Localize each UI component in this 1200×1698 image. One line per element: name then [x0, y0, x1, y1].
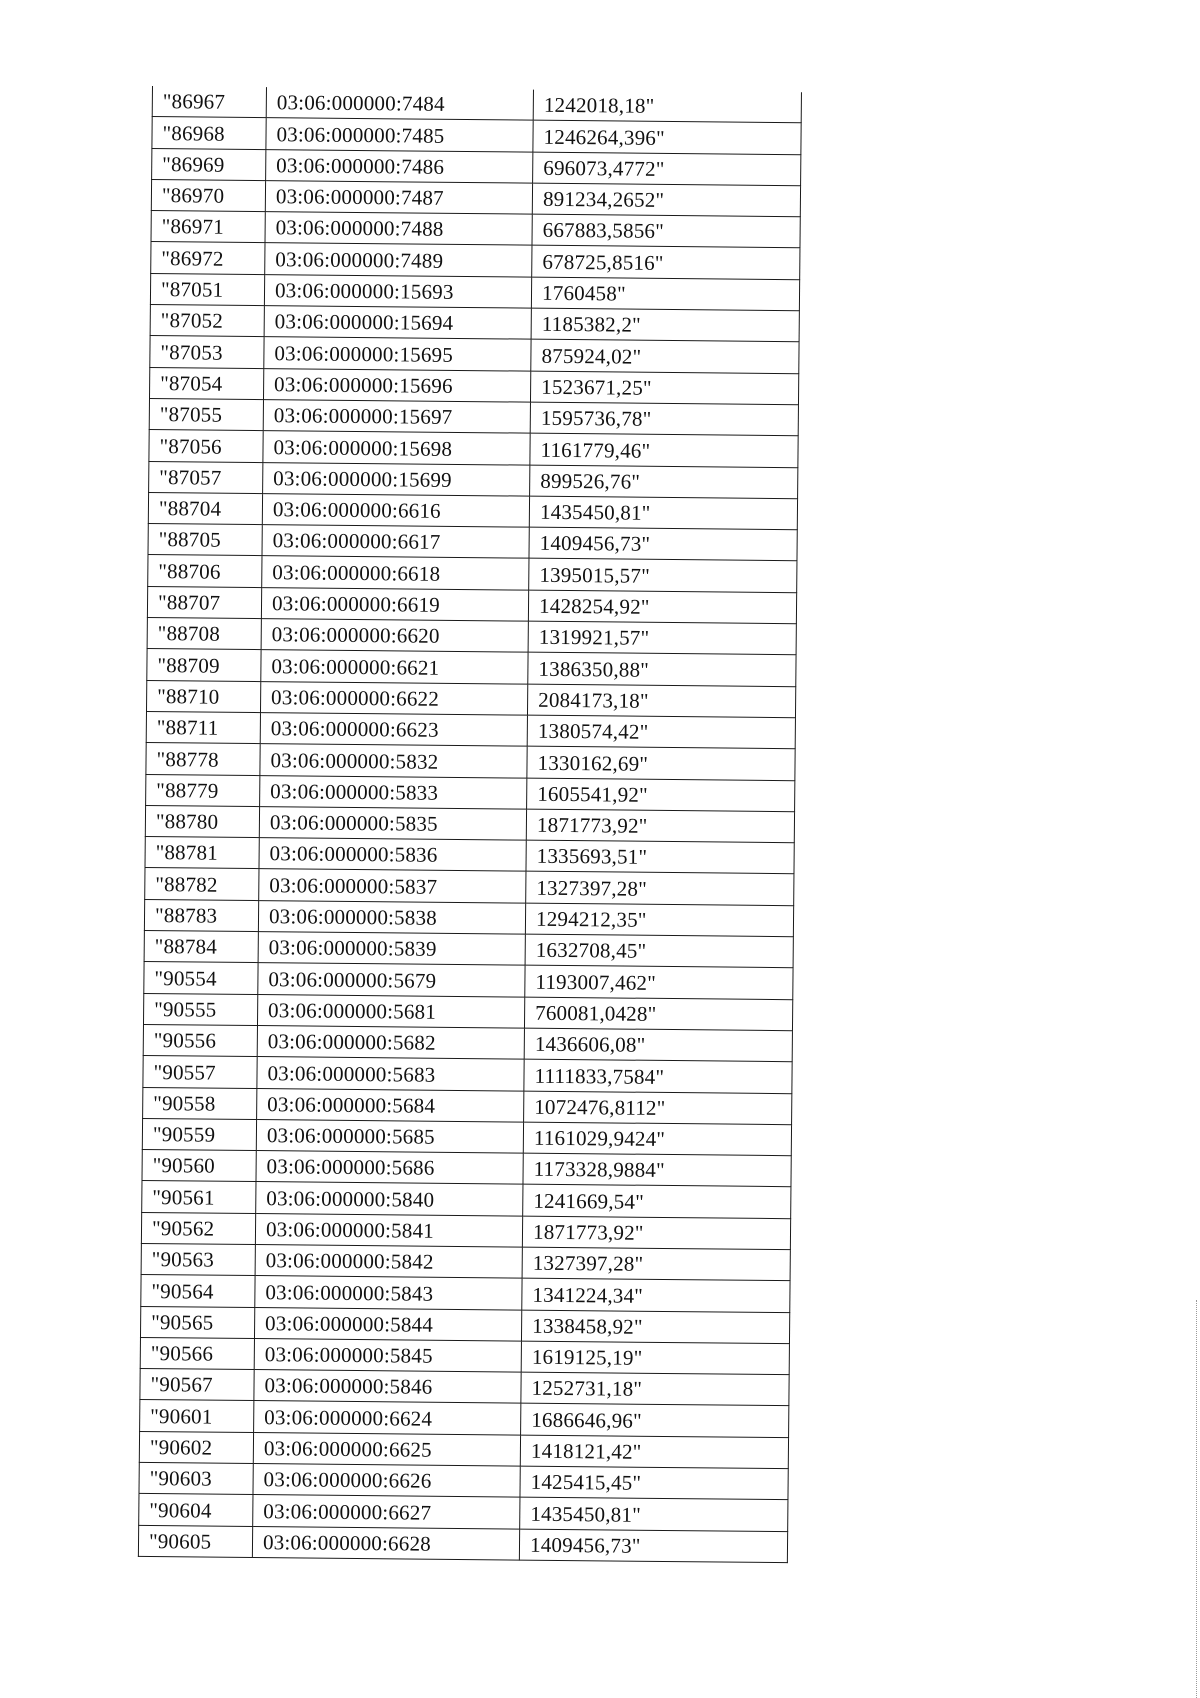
row-number-cell: "90557	[143, 1056, 257, 1088]
cadastral-number-cell: 03:06:000000:6618	[262, 556, 529, 590]
row-number-cell: "88704	[148, 492, 262, 524]
cadastral-number-cell: 03:06:000000:6623	[260, 713, 527, 747]
cadastral-value-cell: 1435450,81"	[520, 1497, 788, 1531]
row-number-cell: "87052	[150, 305, 264, 337]
cadastral-value-cell: 678725,8516"	[532, 246, 800, 280]
table-body	[138, 86, 801, 1563]
cadastral-value-cell: 1246264,396"	[533, 120, 801, 154]
cadastral-value-cell: 891234,2652"	[532, 183, 800, 217]
cadastral-number-cell: 03:06:000000:6622	[260, 681, 527, 715]
cadastral-value-cell: 1072476,8112"	[524, 1091, 792, 1125]
cadastral-number-cell: 03:06:000000:15698	[263, 431, 530, 465]
cadastral-value-cell: 1242018,18"	[533, 90, 801, 123]
cadastral-value-cell: 1632708,45"	[525, 934, 793, 968]
cadastral-value-cell: 1161779,46"	[530, 433, 798, 467]
row-number-cell: "90567	[140, 1369, 254, 1401]
cadastral-number-cell: 03:06:000000:5685	[256, 1119, 523, 1153]
cadastral-number-cell: 03:06:000000:6616	[262, 493, 529, 527]
cadastral-number-cell: 03:06:000000:5683	[257, 1057, 524, 1091]
cadastral-number-cell: 03:06:000000:7487	[265, 180, 532, 214]
cadastral-number-cell: 03:06:000000:7488	[265, 212, 532, 246]
row-number-cell: "90558	[143, 1087, 257, 1119]
row-number-cell: "90556	[143, 1024, 257, 1056]
cadastral-number-cell: 03:06:000000:6619	[261, 587, 528, 621]
row-number-cell: "90559	[142, 1118, 256, 1150]
row-number-cell: "90602	[139, 1431, 253, 1463]
cadastral-value-cell: 899526,76"	[530, 465, 798, 499]
cadastral-value-cell: 1871773,92"	[522, 1216, 790, 1250]
cadastral-number-cell: 03:06:000000:5686	[256, 1151, 523, 1185]
cadastral-value-cell: 1241669,54"	[523, 1185, 791, 1219]
cadastral-number-cell: 03:06:000000:5838	[258, 900, 525, 934]
cadastral-number-cell: 03:06:000000:5682	[257, 1025, 524, 1059]
row-number-cell: "88782	[145, 868, 259, 900]
cadastral-value-cell: 1428254,92"	[528, 590, 796, 624]
row-number-cell: "88705	[148, 524, 262, 556]
row-number-cell: "88780	[145, 805, 259, 837]
cadastral-number-cell: 03:06:000000:7485	[266, 118, 533, 152]
cadastral-value-cell: 1436606,08"	[524, 1028, 792, 1062]
cadastral-number-cell: 03:06:000000:6620	[261, 619, 528, 653]
cadastral-number-cell: 03:06:000000:5837	[259, 869, 526, 903]
cadastral-value-cell: 1409456,73"	[519, 1529, 787, 1563]
cadastral-value-cell: 1380574,42"	[527, 715, 795, 749]
row-number-cell: "88710	[146, 680, 260, 712]
cadastral-number-cell: 03:06:000000:5841	[255, 1213, 522, 1247]
cadastral-value-cell: 1111833,7584"	[524, 1059, 792, 1093]
cadastral-value-cell: 1327397,28"	[522, 1247, 790, 1281]
row-number-cell: "90565	[140, 1306, 254, 1338]
cadastral-value-cell: 1294212,35"	[525, 903, 793, 937]
row-number-cell: "90601	[140, 1400, 254, 1432]
cadastral-number-cell: 03:06:000000:15693	[264, 274, 531, 308]
cadastral-value-cell: 1409456,73"	[529, 527, 797, 561]
cadastral-number-cell: 03:06:000000:15696	[263, 368, 530, 402]
cadastral-number-cell: 03:06:000000:6628	[252, 1526, 519, 1560]
cadastral-number-cell: 03:06:000000:5684	[257, 1088, 524, 1122]
cadastral-value-cell: 1335693,51"	[526, 840, 794, 874]
cadastral-value-cell: 696073,4772"	[533, 152, 801, 186]
cadastral-number-cell: 03:06:000000:5679	[258, 963, 525, 997]
row-number-cell: "88781	[145, 837, 259, 869]
row-number-cell: "87057	[149, 461, 263, 493]
cadastral-number-cell: 03:06:000000:5839	[258, 932, 525, 966]
cadastral-number-cell: 03:06:000000:5832	[260, 744, 527, 778]
row-number-cell: "88708	[147, 618, 261, 650]
cadastral-value-cell: 1619125,19"	[521, 1341, 789, 1375]
row-number-cell: "86972	[151, 242, 265, 274]
scan-edge-artifact	[1195, 1300, 1197, 1698]
cadastral-number-cell: 03:06:000000:5681	[257, 994, 524, 1028]
row-number-cell: "90603	[139, 1463, 253, 1495]
cadastral-value-cell: 1686646,96"	[521, 1404, 789, 1438]
cadastral-value-cell: 1319921,57"	[528, 621, 796, 655]
cadastral-value-cell: 1386350,88"	[528, 652, 796, 686]
row-number-cell: "86971	[151, 211, 265, 243]
row-number-cell: "90555	[143, 993, 257, 1025]
cadastral-number-cell: 03:06:000000:15694	[264, 306, 531, 340]
row-number-cell: "86970	[151, 179, 265, 211]
row-number-cell: "86967	[152, 86, 266, 118]
cadastral-number-cell: 03:06:000000:5846	[254, 1370, 521, 1404]
cadastral-number-cell: 03:06:000000:5845	[254, 1338, 521, 1372]
cadastral-value-cell: 1338458,92"	[522, 1310, 790, 1344]
cadastral-value-cell: 1435450,81"	[529, 496, 797, 530]
row-number-cell: "90564	[141, 1275, 255, 1307]
cadastral-value-cell: 875924,02"	[531, 340, 799, 374]
row-number-cell: "88784	[144, 930, 258, 962]
cadastral-number-cell: 03:06:000000:15695	[264, 337, 531, 371]
row-number-cell: "88707	[147, 586, 261, 618]
cadastral-value-cell: 1425415,45"	[520, 1466, 788, 1500]
cadastral-number-cell: 03:06:000000:5842	[255, 1245, 522, 1279]
cadastral-value-cell: 1595736,78"	[530, 402, 798, 436]
cadastral-number-cell: 03:06:000000:15697	[263, 400, 530, 434]
cadastral-number-cell: 03:06:000000:5844	[254, 1307, 521, 1341]
cadastral-number-cell: 03:06:000000:5843	[255, 1276, 522, 1310]
cadastral-number-cell: 03:06:000000:7489	[265, 243, 532, 277]
cadastral-value-cell: 1185382,2"	[531, 308, 799, 342]
row-number-cell: "90562	[141, 1212, 255, 1244]
table-row	[138, 1525, 787, 1563]
cadastral-number-cell: 03:06:000000:5833	[260, 775, 527, 809]
cadastral-value-cell: 760081,0428"	[525, 997, 793, 1031]
row-number-cell: "88779	[146, 774, 260, 806]
cadastral-number-cell: 03:06:000000:7486	[266, 149, 533, 183]
row-number-cell: "88706	[148, 555, 262, 587]
row-number-cell: "90566	[140, 1337, 254, 1369]
cadastral-number-cell: 03:06:000000:6627	[253, 1495, 520, 1529]
cadastral-number-cell: 03:06:000000:6626	[253, 1464, 520, 1498]
row-number-cell: "90554	[144, 962, 258, 994]
row-number-cell: "88783	[144, 899, 258, 931]
cadastral-number-cell: 03:06:000000:5835	[259, 806, 526, 840]
cadastral-value-cell: 1252731,18"	[521, 1372, 789, 1406]
cadastral-value-cell: 1341224,34"	[522, 1278, 790, 1312]
row-number-cell: "86969	[152, 148, 266, 180]
cadastral-number-cell: 03:06:000000:6625	[253, 1432, 520, 1466]
cadastral-number-cell: 03:06:000000:15699	[263, 462, 530, 496]
cadastral-value-cell: 1605541,92"	[527, 778, 795, 812]
cadastral-value-cell: 1523671,25"	[531, 371, 799, 405]
row-number-cell: "87055	[149, 398, 263, 430]
row-number-cell: "87051	[150, 273, 264, 305]
row-number-cell: "88709	[147, 649, 261, 681]
cadastral-value-cell: 1395015,57"	[529, 559, 797, 593]
row-number-cell: "88778	[146, 743, 260, 775]
cadastral-table	[138, 86, 802, 1563]
cadastral-value-cell: 1173328,9884"	[523, 1153, 791, 1187]
row-number-cell: "90605	[138, 1525, 252, 1557]
cadastral-value-cell: 1760458"	[531, 277, 799, 311]
cadastral-value-cell: 667883,5856"	[532, 214, 800, 248]
cadastral-value-cell: 1327397,28"	[526, 872, 794, 906]
row-number-cell: "88711	[146, 711, 260, 743]
row-number-cell: "86968	[152, 117, 266, 149]
row-number-cell: "90563	[141, 1243, 255, 1275]
row-number-cell: "87056	[149, 430, 263, 462]
row-number-cell: "87054	[150, 367, 264, 399]
row-number-cell: "87053	[150, 336, 264, 368]
cadastral-value-cell: 2084173,18"	[528, 684, 796, 718]
cadastral-number-cell: 03:06:000000:6617	[262, 525, 529, 559]
cadastral-value-cell: 1418121,42"	[520, 1435, 788, 1469]
row-number-cell: "90561	[142, 1181, 256, 1213]
cadastral-value-cell: 1193007,462"	[525, 965, 793, 999]
cadastral-value-cell: 1330162,69"	[527, 746, 795, 780]
cadastral-number-cell: 03:06:000000:6621	[261, 650, 528, 684]
cadastral-value-cell: 1871773,92"	[526, 809, 794, 843]
cadastral-number-cell: 03:06:000000:5840	[256, 1182, 523, 1216]
cadastral-value-cell: 1161029,9424"	[523, 1122, 791, 1156]
cadastral-number-cell: 03:06:000000:5836	[259, 838, 526, 872]
cadastral-number-cell: 03:06:000000:7484	[266, 87, 533, 120]
row-number-cell: "90560	[142, 1150, 256, 1182]
row-number-cell: "90604	[139, 1494, 253, 1526]
cadastral-number-cell: 03:06:000000:6624	[254, 1401, 521, 1435]
